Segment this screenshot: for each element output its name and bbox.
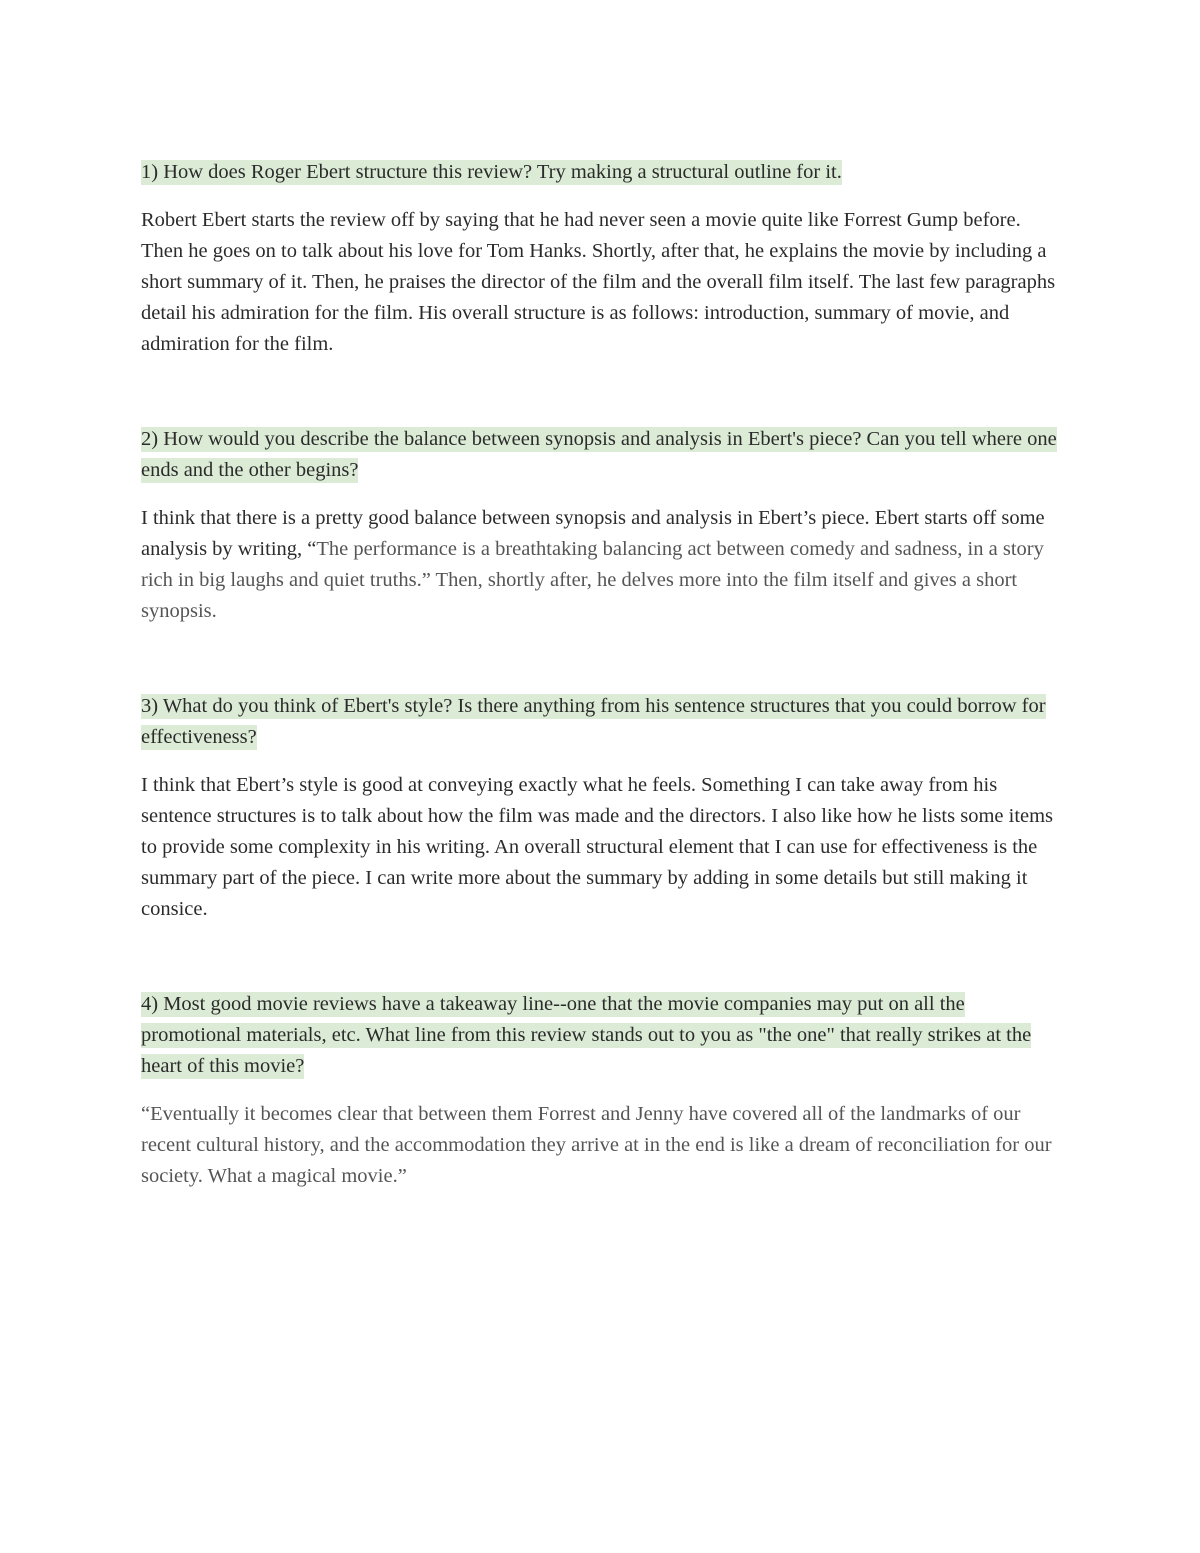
answer-3 <box>141 770 1066 925</box>
question-3-text: 3) What do you think of Ebert's style? Is there anything from his sentence structures that you could borrow for effectiveness? <box>141 695 1046 748</box>
question-block-4 <box>141 989 1066 1192</box>
question-1 <box>141 157 1066 188</box>
question-4-text: 4) Most good movie reviews have a takeaway line--one that the movie companies may put on all the promotional materials, etc. What line from this review stands out to you as "the one" that really strikes at the heart of this movie? <box>141 993 1032 1077</box>
answer-1 <box>141 205 1066 360</box>
question-3 <box>141 691 1066 753</box>
question-2 <box>141 424 1066 486</box>
question-block-3 <box>141 691 1066 925</box>
answer-2-text: I think that there is a pretty good balance between synopsis and analysis in Ebert’s piece. Ebert starts off some analysis by writing, “ <box>141 507 1045 560</box>
answer-3-text: I think that Ebert’s style is good at conveying exactly what he feels. Something I can take away from his sentence structures is to talk about how the film was made and the directors. I also like how he lists some items to provide some complexity in his writing. An overall structural element that I can use for effectiveness is the summary part of the piece. I can write more about the summary by adding in some details but still making it consice. <box>141 774 1054 920</box>
question-1-text: 1) How does Roger Ebert structure this review? Try making a structural outline for it. <box>141 161 842 183</box>
answer-2 <box>141 503 1066 627</box>
answer-4-quote: “Eventually it becomes clear that between them Forrest and Jenny have covered all of the landmarks of our recent cultural history, and the accommodation they arrive at in the end is like a dream of reconciliation for our society. What a magical movie.” <box>141 1103 1052 1187</box>
document-page <box>141 157 1066 1192</box>
question-block-2 <box>141 424 1066 627</box>
question-4 <box>141 989 1066 1082</box>
question-block-1 <box>141 157 1066 360</box>
question-2-text: 2) How would you describe the balance between synopsis and analysis in Ebert's piece? Can you tell where one ends and the other begins? <box>141 428 1057 481</box>
answer-1-text: Robert Ebert starts the review off by saying that he had never seen a movie quite like Forrest Gump before. Then he goes on to talk about his love for Tom Hanks. Shortly, after that, he explains the movie by including a short summary of it. Then, he praises the director of the film and the overall film itself. The last few paragraphs detail his admiration for the film. His overall structure is as follows: introduction, summary of movie, and admiration for the film. <box>141 209 1056 355</box>
answer-4 <box>141 1099 1066 1192</box>
answer-2-quote: The performance is a breathtaking balancing act between comedy and sadness, in a story rich in big laughs and quiet truths.” Then, shortly after, he delves more into the film itself and gives a short synopsis. <box>141 538 1044 622</box>
